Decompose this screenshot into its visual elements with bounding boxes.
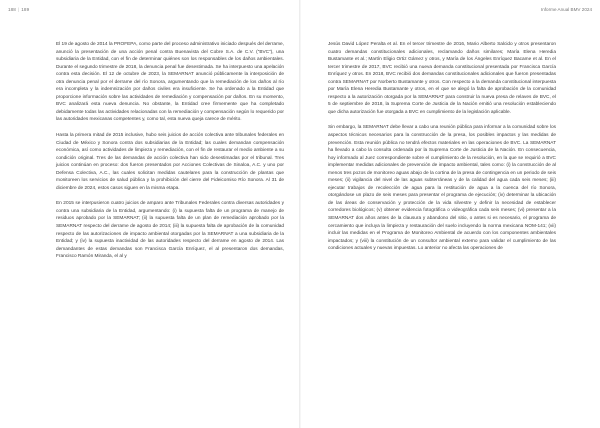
page-number-separator: | (17, 7, 20, 12)
page-number-right: 189 (21, 7, 30, 12)
paragraph: Sin embargo, la SEMARNAT debe llevar a cabo una reunión pública para informar a la comunidad sobre los aspectos técnicos necesarios para la construcción de la presa, los posibles impactos y las medidas de prevención. Esta reunión pública no tendrá efectos materiales en las operaciones de BVC. La SEMARNAT ha llevado a cabo la consulta ordenada por la Suprema Corte de Justicia de la Nación. En consecuencia, hoy informado al Juez correspondiente sobre el cumplimiento de la resolución, en la que se requirió a BVC implementar medidas adicionales de prevención de impacto ambiental, tales como: (i) la construcción de al menos tres pozos de monitoreo aguas abajo de la cortina de la presa de contingencia en un periodo de seis meses; (ii) vigilancia del nivel de las aguas subterráneas y de la calidad del agua cada seis meses; (iii) ejecutar trabajos de recolección de agua para la restitución de agua a la cuenca del río Sonora, otorgándose un plazo de seis meses para presentar el programa de ejecución; (iv) determinar la ubicación de las áreas de conservación y protección de la vida silvestre y definir la necesidad de establecer corredores biológicos; (v) obtener evidencia fotográfica o videográfica cada seis meses; (vi) presentar a la SEMARNAT dos años antes de la clausura y abandono del sitio, o antes si es necesario, el programa de cercamiento que incluya la limpieza y restauración del suelo incluyendo la norma mexicana NOM-141; (vii) incluir las medidas en el Programa de Monitoreo Ambiental de acuerdo con los componentes ambientales impactados; y (viii) la constitución de un consultor ambiental externo para validar el cumplimiento de las condiciones actuales y nuevas impuestas. Lo anterior no afecta las operaciones de (328, 125, 556, 252)
page-number-header (8, 7, 29, 12)
paragraph: Hasta la primera mitad de 2015 inclusive, hubo seis juicios de acción colectiva ante tribunales federales en Ciudad de México y Sonora contra dos subsidiarias de la Entidad; las cuales demandan compensación económica, así como actividades de limpieza y remediación, con el fin de restaurar el medio ambiente a su condición original. Tres de las demandas de acción colectiva han sido desestimadas por el tribunal. Tres juicios continúan en proceso: dos fueron presentados por Acciones Colectivas de Sinaloa, A.C. y uno por Defensa Colectiva, A.C., las cuales solicitan medidas cautelares para la construcción de plantas que monitoreen los servicios de salud pública y la prohibición del cierre del Fideicomiso Río Sonora. Al 31 de diciembre de 2024, estos casos siguen en la misma etapa. (56, 133, 284, 191)
report-title-header: Informe Anual BMV 2024 (540, 7, 592, 12)
left-text-column (56, 41, 284, 269)
paragraph: Jesús David López Peralta et al. En el tercer trimestre de 2016, Mario Alberto Salcido y otros presentaron cuatro demandas constitucionales adicionales, reclamando daños similares; María Elena Heredia Bustamante et al.; Martín Eligio Ortiz Gámez y otros, y María de los Ángeles Enríquez Bacame et al. En el tercer trimestre de 2017, BVC recibió una nueva demanda constitucional presentada por Francisca García Enríquez y otros. En 2018, BVC recibió dos demandas constitucionales adicionales que fueron presentadas contra SEMARNAT por Norberto Bustamante y otros. Con respecto a la demanda constitucional interpuesta por María Elena Heredia Bustamante y otros, en el que se alegó la falta de aprobación de la comunidad respecto a la autorización otorgada por la SEMARNAT para construir la nueva presa de relaves de BVC, el 5 de septiembre de 2018, la Suprema Corte de Justicia de la Nación emitió una resolución estableciendo que dicha autorización fue otorgada a BVC en cumplimiento de la legislación aplicable. (328, 42, 556, 115)
right-text-column (328, 41, 556, 261)
page-gutter (299, 0, 301, 428)
page-number-left: 188 (8, 7, 16, 12)
paragraph: El 19 de agosto de 2014 la PROFEPA, como parte del proceso administrativo iniciado después del derrame, anunció la presentación de una acción penal contra Buenavista del Cobre S.A. de C.V. (“BVC”), una subsidiaria de la Entidad, con el fin de determinar quiénes son los responsables de los daños ambientales. Durante el segundo trimestre de 2018, la denuncia penal fue desestimada. Se ha interpuesto una apelación contra esta decisión. El 12 de octubre de 2023, la SEMARNAT anunció públicamente la interposición de otra denuncia penal por el derrame del río Sonora, argumentando que la remediación de los daños al río era incompleta y la indemnización por daños civiles era insuficiente. Se ha ordenado a la Entidad que proporcione información sobre las actividades de remediación y compensación por daños. En su momento, BVC analizará esta nueva denuncia. No obstante, la Entidad cree firmemente que ha completado debidamente todas las actividades relacionadas con la remediación y compensación según lo requerido por las autoridades mexicanas competentes y, como tal, esta nueva queja carece de mérito. (56, 42, 284, 123)
paragraph: En 2015 se interpusieron cuatro juicios de amparo ante Tribunales Federales contra diversas autoridades y contra una subsidiaria de la Entidad, argumentando: (i) la supuesta falta de un programa de manejo de residuos aprobado por la SEMARNAT; (ii) la supuesta falta de un plan de remediación aprobado por la SEMARNAT respecto del derrame de agosto de 2014; (iii) la supuesta falta de aprobación de la comunidad respecto de las autorizaciones de impacto ambiental otorgadas por la SEMARNAT a una subsidiaria de la Entidad; y (iv) la supuesta inactividad de las autoridades respecto del derrame en agosto de 2014. Las demandantes de estas demandas son Francisca García Enríquez, el al presentaron dos demandas, Francisco Ramón Miranda, el al y (56, 201, 284, 260)
